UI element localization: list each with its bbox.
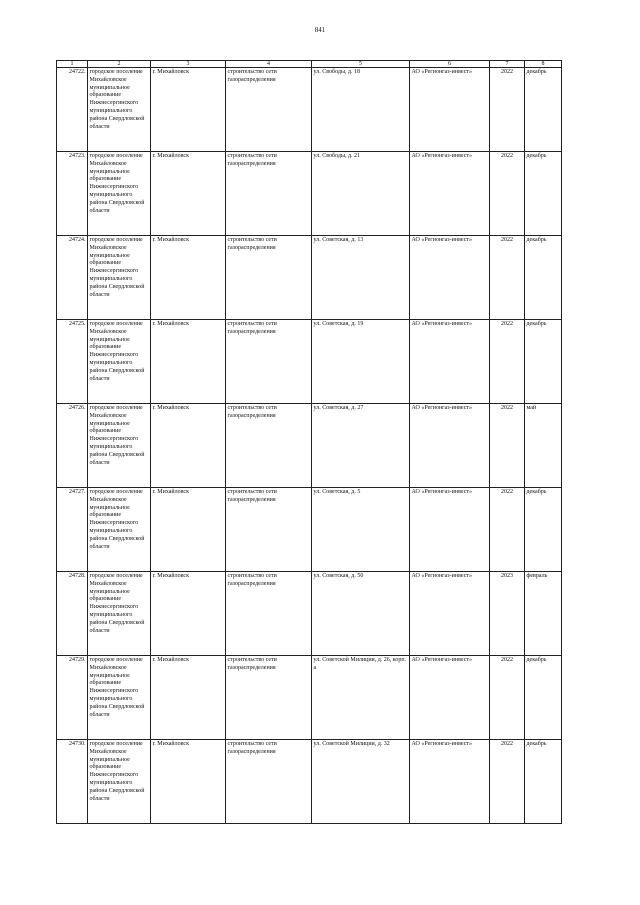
table-row bbox=[57, 656, 562, 740]
organization-cell: АО «Регионгаз-инвест» bbox=[410, 656, 490, 740]
municipality-cell: городское поселение Михайловское муниципальное образование Нижнесергинского муниципального района Свердловской области bbox=[88, 656, 151, 740]
row-number: 24724. bbox=[57, 236, 88, 320]
month-cell: декабрь bbox=[525, 152, 562, 236]
month-cell: декабрь bbox=[525, 488, 562, 572]
work-type-cell: строительство сети газораспределения bbox=[226, 68, 312, 152]
row-number: 24729. bbox=[57, 656, 88, 740]
year-cell: 2022 bbox=[490, 740, 525, 824]
column-number: 7 bbox=[490, 61, 525, 68]
locality-cell: г. Михайловск bbox=[151, 68, 226, 152]
table-row bbox=[57, 320, 562, 404]
month-cell: декабрь bbox=[525, 236, 562, 320]
year-cell: 2023 bbox=[490, 572, 525, 656]
month-cell: декабрь bbox=[525, 320, 562, 404]
year-cell: 2022 bbox=[490, 320, 525, 404]
municipality-cell: городское поселение Михайловское муниципальное образование Нижнесергинского муниципального района Свердловской области bbox=[88, 404, 151, 488]
year-cell: 2022 bbox=[490, 656, 525, 740]
municipality-cell: городское поселение Михайловское муниципальное образование Нижнесергинского муниципального района Свердловской области bbox=[88, 488, 151, 572]
locality-cell: г. Михайловск bbox=[151, 236, 226, 320]
table-row bbox=[57, 488, 562, 572]
row-number: 24727. bbox=[57, 488, 88, 572]
address-cell: ул. Советская, д. 5 bbox=[312, 488, 410, 572]
year-cell: 2022 bbox=[490, 152, 525, 236]
organization-cell: АО «Регионгаз-инвест» bbox=[410, 152, 490, 236]
municipality-cell: городское поселение Михайловское муниципальное образование Нижнесергинского муниципального района Свердловской области bbox=[88, 740, 151, 824]
address-cell: ул. Свободы, д. 18 bbox=[312, 68, 410, 152]
organization-cell: АО «Регионгаз-инвест» bbox=[410, 404, 490, 488]
locality-cell: г. Михайловск bbox=[151, 152, 226, 236]
locality-cell: г. Михайловск bbox=[151, 488, 226, 572]
work-type-cell: строительство сети газораспределения bbox=[226, 236, 312, 320]
work-type-cell: строительство сети газораспределения bbox=[226, 320, 312, 404]
row-number: 24730. bbox=[57, 740, 88, 824]
organization-cell: АО «Регионгаз-инвест» bbox=[410, 236, 490, 320]
year-cell: 2022 bbox=[490, 488, 525, 572]
month-cell: декабрь bbox=[525, 656, 562, 740]
address-cell: ул. Советская, д. 27 bbox=[312, 404, 410, 488]
locality-cell: г. Михайловск bbox=[151, 740, 226, 824]
column-number: 8 bbox=[525, 61, 562, 68]
organization-cell: АО «Регионгаз-инвест» bbox=[410, 68, 490, 152]
address-cell: ул. Советской Милиции, д. 26, корп. а bbox=[312, 656, 410, 740]
row-number: 24725. bbox=[57, 320, 88, 404]
work-type-cell: строительство сети газораспределения bbox=[226, 572, 312, 656]
municipality-cell: городское поселение Михайловское муниципальное образование Нижнесергинского муниципального района Свердловской области bbox=[88, 320, 151, 404]
work-type-cell: строительство сети газораспределения bbox=[226, 488, 312, 572]
year-cell: 2022 bbox=[490, 68, 525, 152]
table-row bbox=[57, 404, 562, 488]
organization-cell: АО «Регионгаз-инвест» bbox=[410, 740, 490, 824]
column-number: 3 bbox=[151, 61, 226, 68]
address-cell: ул. Советская, д. 19 bbox=[312, 320, 410, 404]
month-cell: февраль bbox=[525, 572, 562, 656]
address-cell: ул. Советская, д. 50 bbox=[312, 572, 410, 656]
municipality-cell: городское поселение Михайловское муниципальное образование Нижнесергинского муниципального района Свердловской области bbox=[88, 572, 151, 656]
row-number: 24722. bbox=[57, 68, 88, 152]
column-number-row bbox=[57, 61, 562, 68]
column-number: 5 bbox=[312, 61, 410, 68]
municipality-cell: городское поселение Михайловское муниципальное образование Нижнесергинского муниципального района Свердловской области bbox=[88, 236, 151, 320]
municipality-cell: городское поселение Михайловское муниципальное образование Нижнесергинского муниципального района Свердловской области bbox=[88, 68, 151, 152]
page-number: 841 bbox=[314, 26, 326, 34]
column-number: 2 bbox=[88, 61, 151, 68]
year-cell: 2022 bbox=[490, 236, 525, 320]
organization-cell: АО «Регионгаз-инвест» bbox=[410, 320, 490, 404]
year-cell: 2022 bbox=[490, 404, 525, 488]
month-cell: декабрь bbox=[525, 740, 562, 824]
organization-cell: АО «Регионгаз-инвест» bbox=[410, 572, 490, 656]
locality-cell: г. Михайловск bbox=[151, 572, 226, 656]
table-row bbox=[57, 572, 562, 656]
address-cell: ул. Советской Милиции, д. 32 bbox=[312, 740, 410, 824]
table-row bbox=[57, 740, 562, 824]
work-type-cell: строительство сети газораспределения bbox=[226, 740, 312, 824]
column-number: 1 bbox=[57, 61, 88, 68]
row-number: 24726. bbox=[57, 404, 88, 488]
work-type-cell: строительство сети газораспределения bbox=[226, 656, 312, 740]
month-cell: май bbox=[525, 404, 562, 488]
table-row bbox=[57, 68, 562, 152]
column-number: 6 bbox=[410, 61, 490, 68]
work-type-cell: строительство сети газораспределения bbox=[226, 152, 312, 236]
locality-cell: г. Михайловск bbox=[151, 404, 226, 488]
organization-cell: АО «Регионгаз-инвест» bbox=[410, 488, 490, 572]
table-row bbox=[57, 152, 562, 236]
address-cell: ул. Свободы, д. 21 bbox=[312, 152, 410, 236]
gasification-table bbox=[56, 60, 562, 824]
locality-cell: г. Михайловск bbox=[151, 320, 226, 404]
month-cell: декабрь bbox=[525, 68, 562, 152]
address-cell: ул. Советская, д. 13 bbox=[312, 236, 410, 320]
row-number: 24723. bbox=[57, 152, 88, 236]
municipality-cell: городское поселение Михайловское муниципальное образование Нижнесергинского муниципального района Свердловской области bbox=[88, 152, 151, 236]
work-type-cell: строительство сети газораспределения bbox=[226, 404, 312, 488]
locality-cell: г. Михайловск bbox=[151, 656, 226, 740]
table-row bbox=[57, 236, 562, 320]
row-number: 24728. bbox=[57, 572, 88, 656]
column-number: 4 bbox=[226, 61, 312, 68]
